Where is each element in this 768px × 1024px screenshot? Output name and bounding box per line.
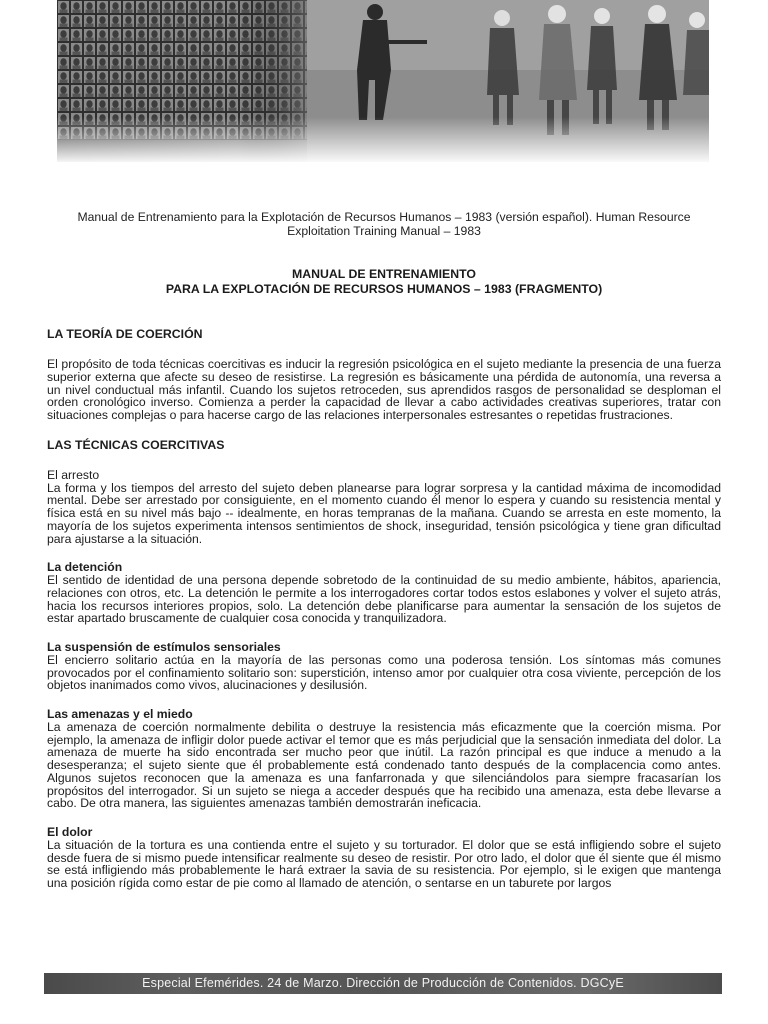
- section-amenazas: [47, 708, 721, 810]
- section-dolor: [47, 826, 721, 890]
- paragraph-teoria: El propósito de toda técnicas coercitivas es inducir la regresión psicológica en el sujeto mediante la presencia de una fuerza superior externa que afecte su deseo de resistirse. La regresión es básicamente una pérdida de autonomía, una reversa a un nivel conductual más infantil. Cuando los sujetos retroceden, sus aprendidos rasgos de personalidad se desploman el orden cronológico inverso. Comienza a perder la capacidad de llevar a cabo actividades creativas superiores, tratar con situaciones complejas o para hacerse cargo de las relaciones interpersonales estresantes o repetidas frustraciones.: [47, 357, 721, 422]
- subheading-arresto: El arresto: [47, 467, 100, 482]
- title-line-1: MANUAL DE ENTRENAMIENTO: [291, 267, 476, 281]
- header-photo-collage: [57, 0, 709, 162]
- document-title: [45, 267, 723, 297]
- section-detencion: [47, 561, 721, 625]
- subheading-amenazas: Las amenazas y el miedo: [47, 707, 193, 721]
- image-caption: [45, 210, 723, 238]
- article-body: [47, 323, 721, 906]
- paragraph-detencion: El sentido de identidad de una persona depende sobretodo de la continuidad de su medio ambiente, hábitos, apariencia, relaciones con otros, etc. La detención le permite a los interrogadores cortar todos estos eslabones y volver el sujeto atrás, hacia los recursos interiores propios, solo. La detención debe planificarse para aumentar la sensación de los sujetos de estar apartado bruscamente de cualquier cosa conocida y tranquilizadora.: [47, 573, 721, 626]
- paragraph-dolor: La situación de la tortura es una contienda entre el sujeto y su torturador. El dolor que se está infligiendo sobre el sujeto desde fuera de si mismo puede intensificar realmente su deseo de resistir. Por otro lado, el dolor que él siente que él mismo se está infligiendo más probablemente le hará extraer la savia de su resistencia. Por ejemplo, si le exigen que mantenga una posición rígida como estar de pie como al llamado de atención, o sentarse en un taburete por largos: [47, 837, 721, 890]
- section-arresto: [47, 469, 721, 546]
- footer-banner: [44, 973, 722, 994]
- caption-line-1: Manual de Entrenamiento para la Explotación de Recursos Humanos – 1983 (versión español). Human Resource: [77, 210, 691, 224]
- subheading-suspension: La suspensión de estímulos sensoriales: [47, 640, 281, 654]
- paragraph-suspension: El encierro solitario actúa en la mayoría de las personas como una poderosa tensión. Los síntomas más comunes provocados por el confinamiento solitario son: superstición, intenso amor por cualquier otra cosa viviente, percepción de los objetos inanimados como vivos, alucinaciones y desilusión.: [47, 652, 721, 693]
- subheading-detencion: La detención: [47, 560, 123, 575]
- heading-teoria: LA TEORÍA DE COERCIÓN: [47, 327, 203, 341]
- photo-fade-overlay: [57, 117, 709, 162]
- heading-tecnicas: LAS TÉCNICAS COERCITIVAS: [47, 437, 225, 452]
- subheading-dolor: El dolor: [47, 825, 93, 839]
- paragraph-amenazas: La amenaza de coerción normalmente debilita o destruye la resistencia más eficazmente que la coerción misma. Por ejemplo, la amenaza de infligir dolor puede activar el temor que es más perjudicial que la sensación inmediata del dolor. La amenaza de muerte ha sido encontrada ser mucho peor que inútil. La razón principal es que induce a menudo a la desesperanza; el sujeto siente que él probablemente está condenado tanto después de la complacencia como antes. Algunos sujetos reconocen que la amenaza es una fanfarronada y que silenciándolos para siempre fracasarían los propósitos del interrogador. Si un sujeto se niega a acceder después que ha recibido una amenaza, esta debe llevarse a cabo. De otra manera, las siguientes amenazas también demostrarán ineficacia.: [47, 719, 721, 811]
- title-line-2: PARA LA EXPLOTACIÓN DE RECURSOS HUMANOS – 1983 (FRAGMENTO): [165, 282, 603, 296]
- footer-text: Especial Efemérides. 24 de Marzo. Dirección de Producción de Contenidos. DGCyE: [142, 976, 624, 990]
- paragraph-arresto: La forma y los tiempos del arresto del sujeto deben planearse para lograr sorpresa y la cantidad máxima de incomodidad mental. Debe ser arrestado por consiguiente, en el momento cuando él menor lo espera y cuando su resistencia mental y física está en su nivel más bajo -- idealmente, en horas tempranas de la mañana. Cuando se arresta en este momento, la mayoría de los sujetos experimenta intensos sentimientos de shock, inseguridad, tensión psicológica y tiene gran dificultad para ajustarse a la situación.: [47, 480, 721, 546]
- caption-line-2: Exploitation Training Manual – 1983: [287, 224, 481, 238]
- section-suspension: [47, 641, 721, 692]
